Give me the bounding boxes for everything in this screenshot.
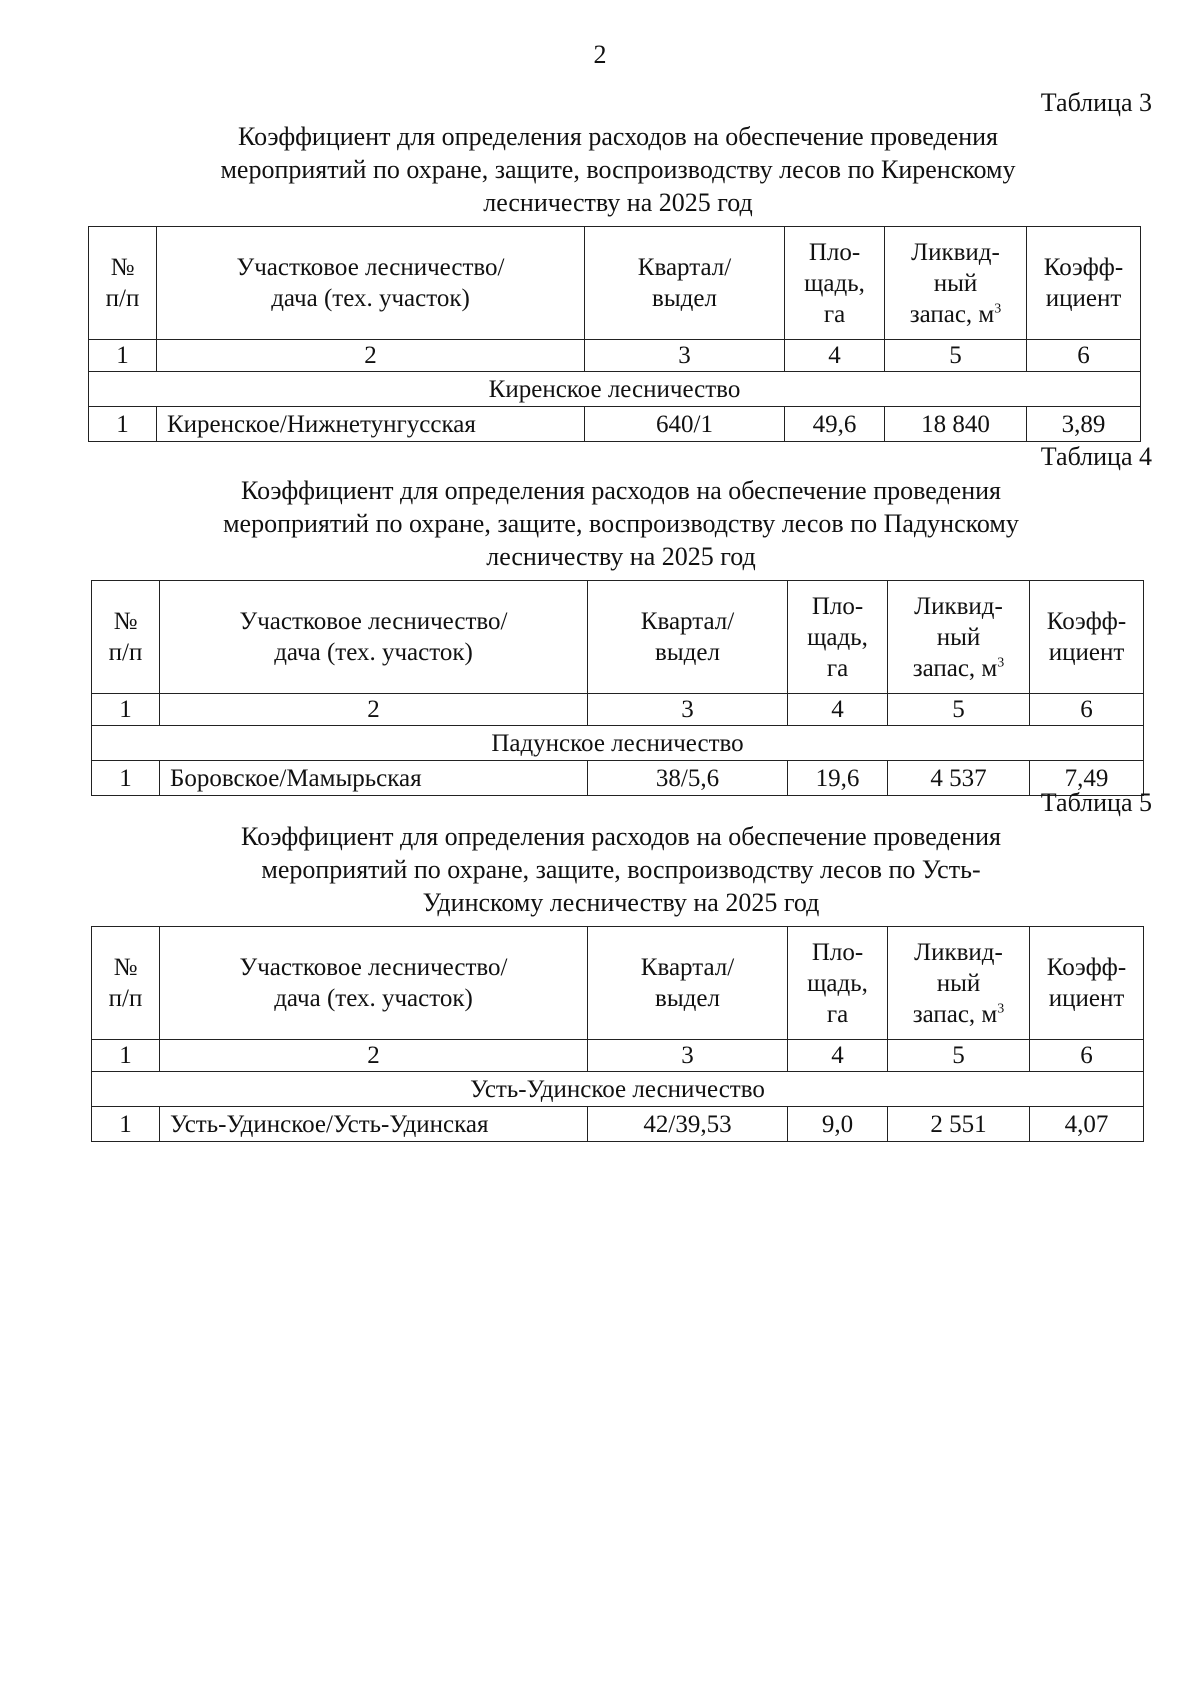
table-title: Коэффициент для определения расходов на обеспечение проведения мероприятий по охране, защите, воспроизводству лесов по Падунскому лесничеству на 2025 год <box>223 476 1019 571</box>
unit-superscript: 3 <box>994 301 1002 317</box>
cell-stock: 4 537 <box>888 761 1030 796</box>
header-coefficient: Коэфф- ициент <box>1027 227 1141 340</box>
column-number: 5 <box>885 340 1027 372</box>
column-number: 5 <box>888 694 1030 726</box>
header-quarter: Квартал/ выдел <box>588 927 788 1040</box>
coefficient-table <box>88 226 1141 442</box>
column-number-row <box>92 694 1144 726</box>
header-section: Участковое лесничество/ дача (тех. участок) <box>160 927 588 1040</box>
cell-area: 19,6 <box>788 761 888 796</box>
forestry-group-name: Падунское лесничество <box>92 726 1144 761</box>
column-number: 3 <box>585 340 785 372</box>
cell-coefficient: 3,89 <box>1027 407 1141 442</box>
header-coefficient: Коэфф- ициент <box>1030 927 1144 1040</box>
cell-section: Усть-Удинское/Усть-Удинская <box>160 1107 588 1142</box>
column-number-row <box>89 340 1141 372</box>
unit-superscript: 3 <box>997 655 1005 671</box>
header-quarter: Квартал/ выдел <box>588 581 788 694</box>
column-number: 1 <box>92 1040 160 1072</box>
coefficient-table <box>91 926 1144 1142</box>
table-row <box>89 407 1141 442</box>
cell-num: 1 <box>92 761 160 796</box>
table-label: Таблица 3 <box>1040 88 1152 117</box>
cell-area: 9,0 <box>788 1107 888 1142</box>
column-number: 4 <box>788 1040 888 1072</box>
column-number: 4 <box>788 694 888 726</box>
table-title: Коэффициент для определения расходов на обеспечение проведения мероприятий по охране, защите, воспроизводству лесов по Усть-Удинскому лесничеству на 2025 год <box>241 822 1001 917</box>
header-stock: Ликвид- ный запас, $м^3$ <box>888 581 1030 694</box>
header-num: № п/п <box>92 581 160 694</box>
cell-quarter: 42/39,53 <box>588 1107 788 1142</box>
table-row <box>92 761 1144 796</box>
table-row <box>92 1107 1144 1142</box>
header-area: Пло- щадь, га <box>788 581 888 694</box>
cell-num: 1 <box>92 1107 160 1142</box>
header-quarter: Квартал/ выдел <box>585 227 785 340</box>
column-number: 1 <box>89 340 157 372</box>
cell-stock: 18 840 <box>885 407 1027 442</box>
cell-stock: 2 551 <box>888 1107 1030 1142</box>
header-section: Участковое лесничество/ дача (тех. участок) <box>160 581 588 694</box>
header-stock: Ликвид- ный запас, $м^3$ <box>888 927 1030 1040</box>
unit-superscript: 3 <box>997 1001 1005 1017</box>
coefficient-table <box>91 580 1144 796</box>
group-row <box>89 372 1141 407</box>
column-number: 6 <box>1027 340 1141 372</box>
forestry-group-name: Усть-Удинское лесничество <box>92 1072 1144 1107</box>
header-stock: Ликвид- ный запас, $м^3$ <box>885 227 1027 340</box>
column-number: 2 <box>160 1040 588 1072</box>
table-label: Таблица 4 <box>1040 442 1152 471</box>
cell-coefficient: 4,07 <box>1030 1107 1144 1142</box>
table-title: Коэффициент для определения расходов на обеспечение проведения мероприятий по охране, защите, воспроизводству лесов по Киренскому лесничеству на 2025 год <box>220 122 1016 217</box>
table-label: Таблица 5 <box>1040 788 1152 817</box>
header-area: Пло- щадь, га <box>785 227 885 340</box>
column-number: 2 <box>160 694 588 726</box>
header-section: Участковое лесничество/ дача (тех. участок) <box>157 227 585 340</box>
cell-section: Боровское/Мамырьская <box>160 761 588 796</box>
column-number: 2 <box>157 340 585 372</box>
column-number-row <box>92 1040 1144 1072</box>
group-row <box>92 726 1144 761</box>
header-num: № п/п <box>89 227 157 340</box>
column-number: 3 <box>588 694 788 726</box>
cell-quarter: 640/1 <box>585 407 785 442</box>
header-row <box>92 927 1144 1040</box>
cell-num: 1 <box>89 407 157 442</box>
cell-section: Киренское/Нижнетунгусская <box>157 407 585 442</box>
header-coefficient: Коэфф- ициент <box>1030 581 1144 694</box>
header-area: Пло- щадь, га <box>788 927 888 1040</box>
forestry-group-name: Киренское лесничество <box>89 372 1141 407</box>
column-number: 1 <box>92 694 160 726</box>
cell-coefficient: 7,49 <box>1030 761 1144 796</box>
column-number: 5 <box>888 1040 1030 1072</box>
cell-area: 49,6 <box>785 407 885 442</box>
group-row <box>92 1072 1144 1107</box>
column-number: 3 <box>588 1040 788 1072</box>
column-number: 4 <box>785 340 885 372</box>
cell-quarter: 38/5,6 <box>588 761 788 796</box>
header-row <box>89 227 1141 340</box>
header-row <box>92 581 1144 694</box>
page-number: 2 <box>593 40 607 69</box>
column-number: 6 <box>1030 694 1144 726</box>
header-num: № п/п <box>92 927 160 1040</box>
column-number: 6 <box>1030 1040 1144 1072</box>
